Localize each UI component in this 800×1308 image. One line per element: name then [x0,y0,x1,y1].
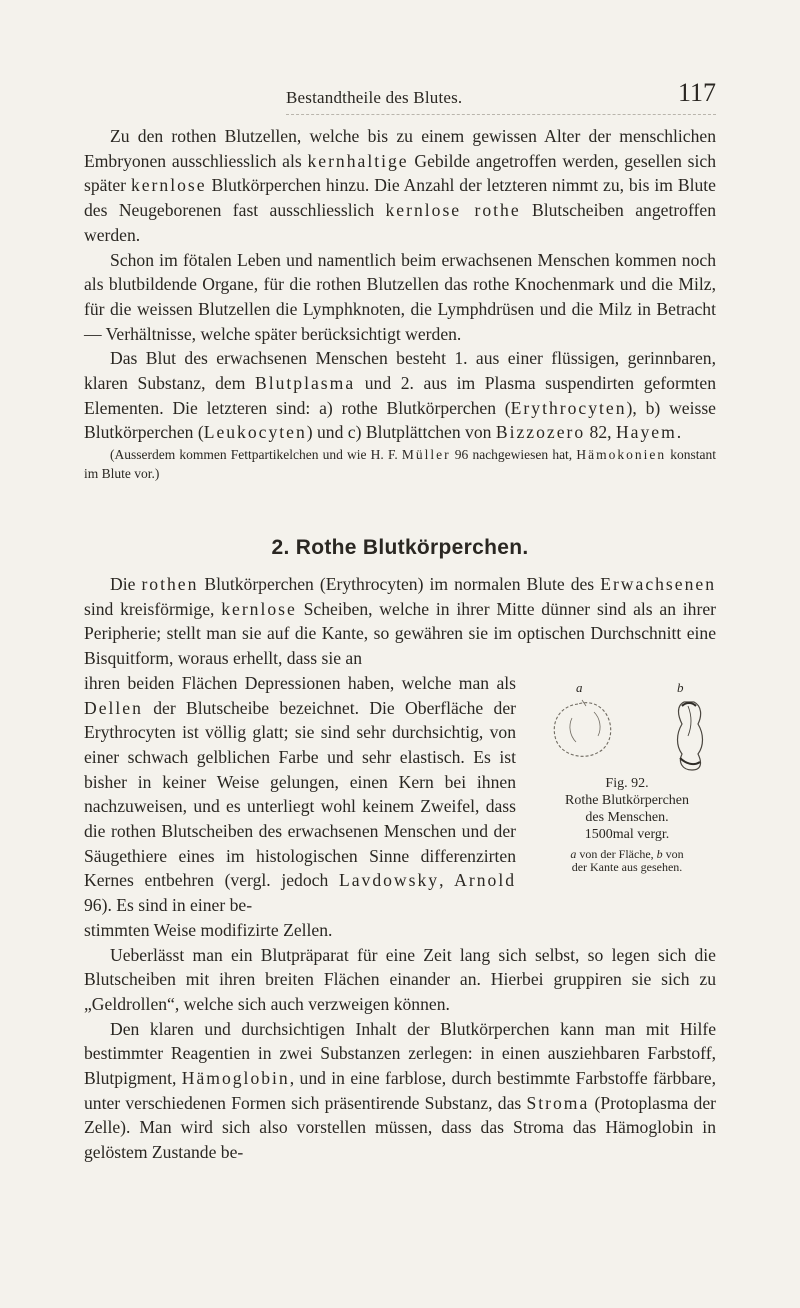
red-cell-face-view [554,700,610,756]
paragraph-rouleaux: Ueberlässt man ein Blutpräparat für eine Zeit lang sich selbst, so legen sich die Blutscheiben mit ihren breiten Flächen einander an. Hierbei gruppiren sie sich zu „Geldrollen“, welche sich auch verzweigen können. [84,944,716,1014]
figure-label-b: b [677,680,684,695]
running-head: Bestandtheile des Blutes. [286,88,463,107]
paragraph-red-cells-surface: ihren beiden Flächen Depressionen haben, welche man als Dellen der Blutscheibe bezeichnet. Die Oberfläche der Erythrocyten ist völlig glatt; sie sind sehr durchsichtig, von einer schwach gelblichen Farbe und sehr elastisch. Es ist bisher in keiner Weise gelungen, einen Kern bei ihnen nachzuweisen, und es unterliegt wohl keinem Zweifel, dass die rothen Blutscheiben des erwachsenen Menschen und der Säugethiere eines im histologischen Sinne differenzirten Kernes entbehren (vergl. jedoch Lavdowsky, Arnold 96). Es sind in einer be- [84,672,516,916]
paragraph-continuation: stimmten Weise modifizirte Zellen. [84,919,333,940]
header-rule [286,114,716,115]
figure-legend [532,848,722,874]
paragraph-red-cells-shape: Die rothen Blutkörperchen (Erythrocyten) im normalen Blute des Erwachsenen sind kreisförmige, kernlose Scheiben, welche in ihrer Mitte dünner sind als an ihrer Peripherie; stellt man sie auf die Kante, so gewähren sie im optischen Durchschnitt eine Bisquitform, woraus erhellt, dass sie an [84,574,717,669]
page-number: 117 [677,78,716,107]
figure-number: Fig. 92. [605,776,649,791]
paragraph-hemoglobin: Den klaren und durchsichtigen Inhalt der Blutkörperchen kann man mit Hilfe bestimmter Reagentien in zwei Substanzen zerlegen: in einen ausziehbaren Farbstoff, Blutpigment, Hämoglobin, und in eine farblose, durch bestimmte Farbstoffe färbbare, unter verschiedenen Formen sich präsentirende Substanz, das Stroma (Protoplasma der Zelle). Man wird sich also vorstellen müssen, dass das Stroma das Hämoglobin in gelöstem Zustande be- [84,1018,717,1163]
small-note: (Ausserdem kommen Fettpartikelchen und wie H. F. Müller 96 nachgewiesen hat, Hämokonien konstant im Blute vor.) [84,447,716,482]
figure-92 [532,680,722,930]
figure-magnification: 1500mal vergr. [584,827,670,842]
figure-caption-line-1: Rothe Blutkörperchen [564,793,690,808]
red-cell-edge-view [678,702,703,770]
red-blood-cells-illustration [542,696,712,776]
figure-label-a: a [576,680,583,695]
figure-caption-line-2: des Menschen. [585,810,669,825]
figure-caption [532,775,722,843]
section-heading: 2. Rothe Blutkörperchen. [271,536,529,559]
body-text-upper [84,124,716,483]
page-header [286,78,716,114]
figure-legend-line-2: der Kante aus gesehen. [571,860,683,874]
paragraph-red-cells-embryo: Zu den rothen Blutzellen, welche bis zu einem gewissen Alter der menschlichen Embryonen ausschliesslich als kernhaltige Gebilde angetroffen werden, gesellen sich später kernlose Blutkörperchen hinzu. Die Anzahl der letzteren nimmt zu, bis im Blute des Neugeborenen fast ausschliesslich kernlose rothe Blutscheiben angetroffen werden. [84,126,717,245]
paragraph-blood-composition: Das Blut des erwachsenen Menschen besteht 1. aus einer flüssigen, gerinnbaren, klaren Substanz, dem Blutplasma und 2. aus im Plasma suspendirten geformten Elementen. Die letzteren sind: a) rothe Blutkörperchen (Erythrocyten), b) weisse Blutkörperchen (Leukocyten) und c) Blutplättchen von Bizzozero 82, Hayem. [84,348,716,443]
figure-legend-line-1: a von der Fläche, b von [570,847,684,861]
paragraph-blood-forming-organs: Schon im fötalen Leben und namentlich beim erwachsenen Menschen kommen noch als blutbildende Organe, für die rothen Blutzellen das rothe Knochenmark und die Milz, für die weissen Blutzellen die Lymphknoten, die Lymphdrüsen und die Milz in Betracht — Verhältnisse, welche später berücksichtigt werden. [84,249,716,344]
